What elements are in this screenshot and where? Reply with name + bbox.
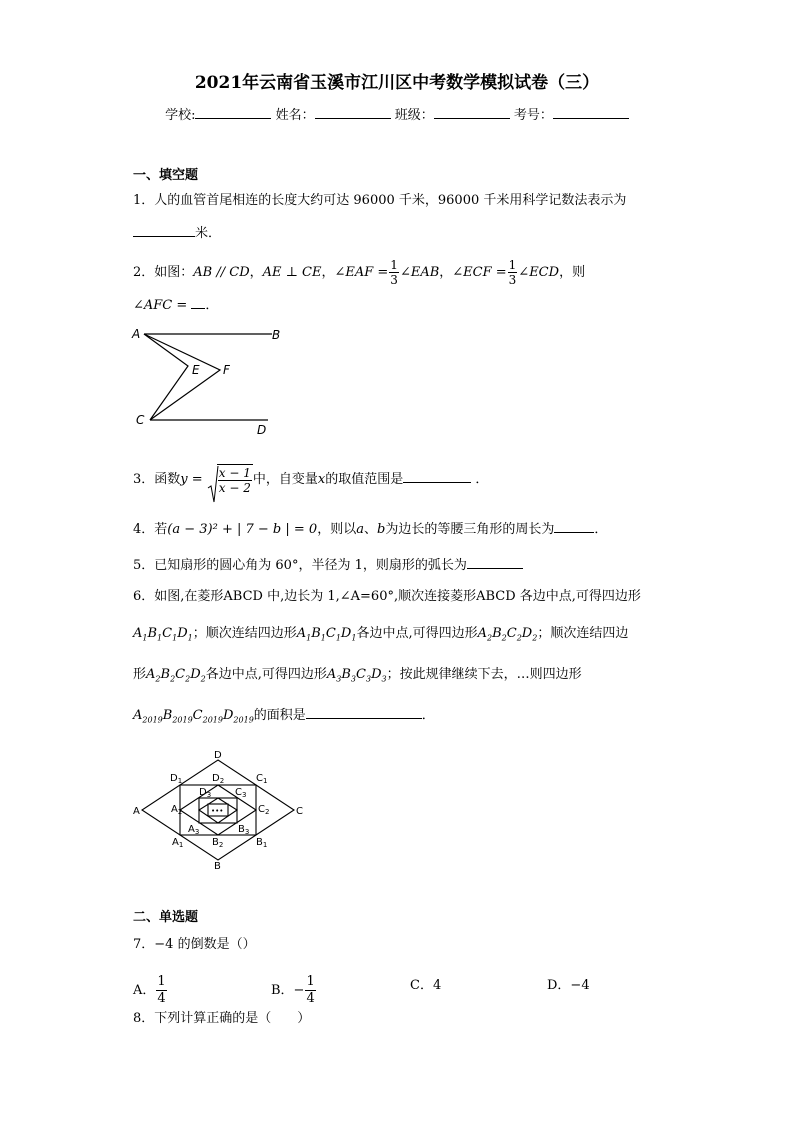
sub-2b: 2 <box>264 808 270 816</box>
q6-l3-suffix: ；按此规律继续下去，…则四边形 <box>386 667 582 682</box>
q2-ecf: ∠ECF = <box>452 265 507 280</box>
path-afc <box>144 334 220 420</box>
label-a2: A <box>171 804 178 815</box>
label-b: B <box>272 328 281 342</box>
svg-text:C1 <box>256 773 267 785</box>
exam-title: 2021年云南省玉溪市江川区中考数学模拟试卷（三） <box>194 73 600 93</box>
q2-prefix: 2．如图： <box>133 265 194 280</box>
name-blank[interactable] <box>315 106 391 119</box>
opt-b-frac: $\frac{1}{4}$ <box>306 974 315 1006</box>
label-d2: D <box>212 773 220 784</box>
q6-l2-suffix: 各边中点,可得四边形 <box>356 626 478 641</box>
label-b: B <box>214 861 221 870</box>
question-3 <box>133 464 488 495</box>
fraction-one-third-2: $\frac{1}{3}$ <box>508 258 517 287</box>
label-d: D <box>257 423 267 437</box>
question-1-line1: 1．人的血管首尾相连的长度大约可达 96000 千米，96000 千米用科学记数法表示为 <box>133 193 627 208</box>
q3-x: x <box>317 472 326 487</box>
figure-nested-rhombus <box>132 748 312 870</box>
q4-expr: (a − 3)² + | 7 − b | = 0 <box>167 522 318 537</box>
label-d: D <box>214 750 222 761</box>
ellipsis-dots: ••• <box>211 807 224 815</box>
q4-end: ． <box>594 522 608 537</box>
q3-fraction: $\frac{x - 1}{x - 2}$ <box>218 466 251 495</box>
quad-a2019: $A_{2019}B_{2019}C_{2019}D_{2019}$ <box>133 708 254 725</box>
q3-end: ． <box>475 472 489 487</box>
q6-end: ． <box>421 708 435 723</box>
opt-a-label: A． <box>133 983 156 998</box>
svg-text:D2 <box>212 773 224 785</box>
label-c3: C <box>235 787 242 798</box>
class-label: 班级： <box>394 108 434 123</box>
svg-text:B3 <box>238 824 249 836</box>
q2-ae-ce: AE ⊥ CE <box>262 265 322 280</box>
label-b1: B <box>256 837 263 848</box>
q6-l3-mid: 各边中点,可得四边形 <box>205 667 327 682</box>
quad-a2b2c2d2-b: $A_2B_2C_2D_2$ <box>146 667 206 684</box>
exam-number-blank[interactable] <box>553 106 629 119</box>
class-blank[interactable] <box>434 106 510 119</box>
student-info-line <box>0 104 794 123</box>
q5-text: 5．已知扇形的圆心角为 60°，半径为 1，则扇形的弧长为 <box>133 558 467 573</box>
path-aec <box>144 334 188 420</box>
sub-2a: 2 <box>219 777 225 785</box>
quad-a1b1c1d1-b: $A_1B_1C_1D_1$ <box>296 626 357 643</box>
q1-suffix: 米． <box>195 226 222 241</box>
sqrt-expression <box>207 464 253 495</box>
svg-text:C2 <box>258 804 269 816</box>
q6-l3-prefix: 形 <box>133 667 147 682</box>
label-f: F <box>223 363 230 377</box>
answer-blank-6[interactable] <box>306 706 422 719</box>
sub-1d: 1 <box>262 841 268 849</box>
q4-mid: ，则以 <box>317 522 357 537</box>
q4-prefix: 4．若 <box>133 522 168 537</box>
sub-3c: 3 <box>194 828 200 836</box>
option-b[interactable] <box>271 974 317 1007</box>
q4-a: a <box>356 522 364 537</box>
section-single-choice: 二、单选题 <box>133 910 199 925</box>
q4-b: b <box>376 522 386 537</box>
label-d1: D <box>170 773 178 784</box>
label-d3: D <box>199 787 207 798</box>
question-8: 8．下列计算正确的是（ ） <box>133 1011 311 1026</box>
q6-l2-mid: ；顺次连结四边形 <box>192 626 297 641</box>
question-1-line2 <box>133 224 221 243</box>
label-a: A <box>132 327 141 341</box>
q2-afc: ∠AFC = <box>133 298 188 313</box>
q3-prefix: 3．函数 <box>133 472 181 487</box>
label-e: E <box>192 363 200 377</box>
question-7: 7．−4 的倒数是（） <box>133 937 256 952</box>
answer-blank-1[interactable] <box>133 224 195 237</box>
q2-ab-cd: AB // CD <box>193 265 250 280</box>
answer-blank-3[interactable] <box>403 470 471 483</box>
q2-eaf: ∠EAF = <box>334 265 389 280</box>
sub-1b: 1 <box>262 777 268 785</box>
quad-a1b1c1d1: $A_1B_1C_1D_1$ <box>133 626 193 643</box>
sub-3b: 3 <box>241 791 247 799</box>
option-d[interactable]: D．−4 <box>547 978 590 993</box>
section-fill-in: 一、填空题 <box>133 168 199 183</box>
sub-3d: 3 <box>244 828 250 836</box>
svg-text:D3 <box>199 787 211 799</box>
label-a1: A <box>172 837 179 848</box>
svg-text:B2 <box>212 837 223 849</box>
label-c: C <box>296 806 303 817</box>
q2-end: ． <box>205 298 219 313</box>
fraction-one-third: $\frac{1}{3}$ <box>390 258 398 287</box>
sub-1c: 1 <box>178 841 184 849</box>
answer-blank-4[interactable] <box>554 520 594 533</box>
q6-l4-suffix: 的面积是 <box>253 708 306 723</box>
label-b2: B <box>212 837 219 848</box>
label-c1: C <box>256 773 263 784</box>
question-4 <box>133 520 607 539</box>
svg-text:A1 <box>172 837 183 849</box>
school-blank[interactable] <box>195 106 271 119</box>
question-5 <box>133 556 523 575</box>
label-a: A <box>133 806 140 817</box>
opt-b-label: B．− <box>271 983 305 998</box>
label-b3: B <box>238 824 245 835</box>
svg-text:B1 <box>256 837 267 849</box>
q3-y: y = <box>180 472 203 487</box>
label-a3: A <box>188 824 195 835</box>
question-6-line3 <box>133 666 582 689</box>
q2-ecd: ∠ECD <box>518 265 560 280</box>
label-c2: C <box>258 804 265 815</box>
option-c[interactable]: C．4 <box>410 978 442 993</box>
svg-text:A2 <box>171 804 182 816</box>
answer-blank-5[interactable] <box>467 556 523 569</box>
sub-3a: 3 <box>206 791 212 799</box>
exam-number-label: 考号： <box>513 108 553 123</box>
label-c: C <box>136 413 145 427</box>
question-2-line2 <box>133 296 218 315</box>
svg-text:C3 <box>235 787 246 799</box>
svg-text:D1 <box>170 773 182 785</box>
figure-parallel-lines <box>130 322 290 440</box>
sub-2d: 2 <box>218 841 224 849</box>
school-label: 学校: <box>165 108 196 123</box>
question-6-line2 <box>133 625 628 648</box>
answer-blank-2[interactable] <box>191 296 205 309</box>
q3-mid: 中，自变量 <box>252 472 318 487</box>
sub-1a: 1 <box>177 777 183 785</box>
option-a[interactable] <box>133 974 168 1007</box>
q3-suffix: 的取值范围是 <box>325 472 404 487</box>
quad-a3b3c3d3: $A_3B_3C_3D_3$ <box>326 667 387 684</box>
name-label: 姓名： <box>275 108 315 123</box>
question-2-line1: 2．如图：AB // CD，AE ⊥ CE，∠EAF = $\frac{1}{3}$ ∠EAB，∠ECF = $\frac{1}{3}$ ∠ECD，则 <box>133 258 586 287</box>
q4-sep: 、 <box>363 522 377 537</box>
svg-text:A3 <box>188 824 199 836</box>
question-6-line4 <box>133 706 435 730</box>
q6-l2-end: ；顺次连结四边 <box>537 626 629 641</box>
q2-then: ，则 <box>559 265 586 280</box>
question-6-line1: 6．如图,在菱形ABCD 中,边长为 1,∠A=60°,顺次连接菱形ABCD 各边中点,可得四边形 <box>133 589 641 604</box>
q4-suffix: 为边长的等腰三角形的周长为 <box>385 522 555 537</box>
opt-a-frac: $\frac{1}{4}$ <box>157 974 166 1006</box>
sub-2c: 2 <box>177 808 183 816</box>
quad-a2b2c2d2: $A_2B_2C_2D_2$ <box>477 626 538 643</box>
question-7-options <box>133 962 653 1006</box>
q2-eab: ∠EAB <box>399 265 440 280</box>
